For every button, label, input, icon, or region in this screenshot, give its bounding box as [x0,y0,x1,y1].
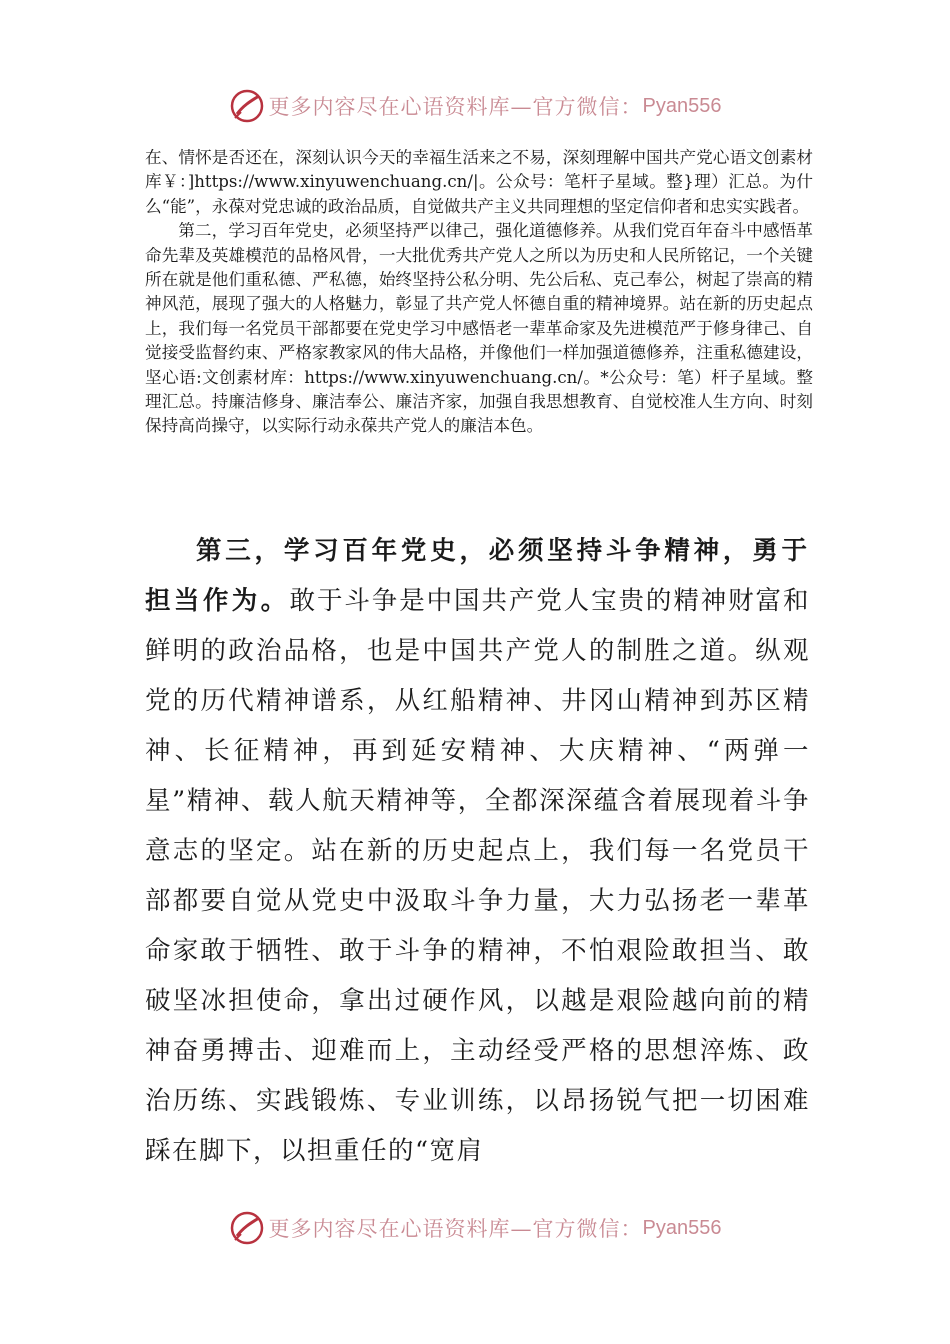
paragraph-1: 在、情怀是否还在，深刻认识今天的幸福生活来之不易，深刻理解中国共产党心语文创素材库￥：]https://www.xinyuwenchuang.cn/|。公众号：笔杆子星域。整}理）汇总。为什么“能”，永葆对党忠诚的政治品质，自觉做共产主义共同理想的坚定信仰者和忠实实践者。 [145,148,813,216]
logo-pen-icon [229,1210,265,1246]
watermark-text: 更多内容尽在心语资料库—官方微信： [268,1217,643,1241]
watermark-wechat-id: Pyan556 [642,94,722,117]
logo-pen-icon [229,88,265,124]
paragraph-3-heading: 第三，学习百年党史，必须坚持斗争精神，勇于担当作为。 [145,536,810,616]
watermark-banner-top [0,86,950,126]
paragraph-intro-continuation [145,146,813,439]
watermark-banner-bottom [0,1208,950,1248]
paragraph-2: 第二，学习百年党史，必须坚持严以律己，强化道德修养。从我们党百年奋斗中感悟革命先辈及英雄模范的品格风骨，一大批优秀共产党人之所以为历史和人民所铭记，一个关键所在就是他们重私德、严私德，始终坚持公私分明、先公后私、克己奉公，树起了崇高的精神风范，展现了强大的人格魅力，彰显了共产党人怀德自重的精神境界。站在新的历史起点上，我们每一名党员干部都要在党史学习中感悟老一辈革命家及先进模范严于修身律己、自觉接受监督约束、严格家教家风的伟大品格，并像他们一样加强道德修养，注重私德建设，坚心语:文创素材库：https://www.xinyuwenchuang.cn/。*公众号：笔）杆子星域。整理汇总。持廉洁修身、廉洁奉公、廉洁齐家，加强自我思想教育、自觉校准人生方向、时刻保持高尚操守，以实际行动永葆共产党人的廉洁本色。 [145,221,813,436]
watermark-text: 更多内容尽在心语资料库—官方微信： [268,95,643,119]
paragraph-3-body: 敢于斗争是中国共产党人宝贵的精神财富和鲜明的政治品格，也是中国共产党人的制胜之道。纵观党的历代精神谱系，从红船精神、井冈山精神到苏区精神、长征精神，再到延安精神、大庆精神、“两弹一星”精神、载人航天精神等，全都深深蕴含着展现着斗争意志的坚定。站在新的历史起点上，我们每一名党员干部都要自觉从党史中汲取斗争力量，大力弘扬老一辈革命家敢于牺牲、敢于斗争的精神，不怕艰险敢担当、敢破坚冰担使命，拿出过硬作风，以越是艰险越向前的精神奋勇搏击、迎难而上，主动经受严格的思想淬炼、政治历练、实践锻炼、专业训练，以昂扬锐气把一切困难踩在脚下，以担重任的“宽肩 [145,586,810,1166]
watermark-wechat-id: Pyan556 [642,1216,722,1239]
paragraph-third-point [145,526,810,1176]
